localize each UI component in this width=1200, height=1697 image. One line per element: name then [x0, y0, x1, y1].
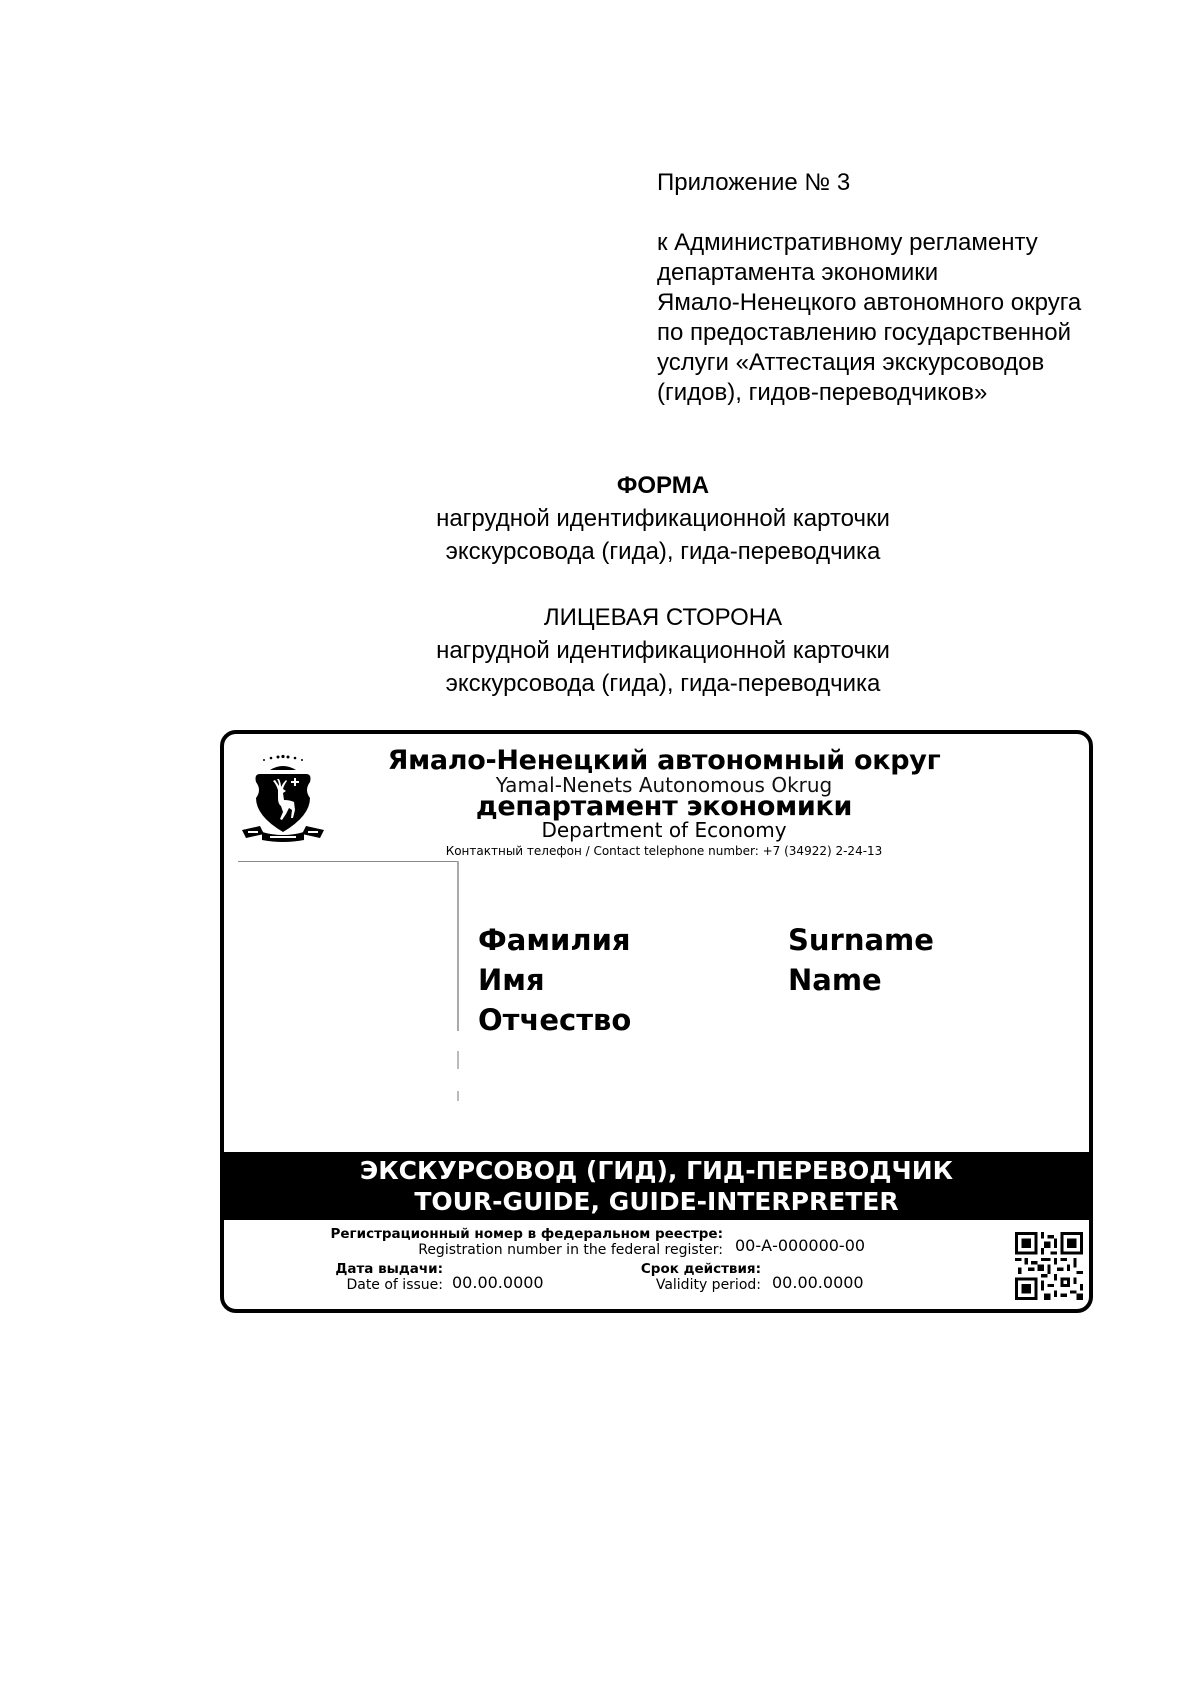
side-subtitle-line: экскурсовода (гида), гида-переводчика [445, 670, 881, 697]
validity-label-ru: Срок действия: [640, 1261, 761, 1277]
role-en: TOUR-GUIDE, GUIDE-INTERPRETER [414, 1187, 899, 1216]
side-heading: ЛИЦЕВАЯ СТОРОНА [543, 604, 783, 631]
role-ru: ЭКСКУРСОВОД (ГИД), ГИД-ПЕРЕВОДЧИК [359, 1156, 954, 1185]
name-fields-ru [478, 920, 631, 1040]
field-surname-ru: Фамилия [478, 923, 631, 957]
appendix-block [657, 168, 1157, 408]
region-name-en: Yamal-Nenets Autonomous Okrug [495, 773, 833, 797]
department-name-en: Department of Economy [541, 818, 787, 842]
form-heading: ФОРМА [616, 472, 710, 499]
form-titles [260, 469, 1066, 700]
registration-label-en: Registration number in the federal register: [418, 1242, 723, 1258]
appendix-line: Ямало-Ненецкого автономного округа [657, 289, 1082, 316]
validity-date: 00.00.0000 [772, 1273, 864, 1292]
appendix-line: департамента экономики [657, 259, 939, 286]
issue-label-en: Date of issue: [346, 1277, 443, 1293]
appendix-number: Приложение № 3 [657, 169, 851, 196]
form-subtitle-line: экскурсовода (гида), гида-переводчика [445, 538, 881, 565]
validity-labels [641, 1261, 761, 1293]
field-name-ru: Имя [478, 963, 545, 997]
registration-label-ru: Регистрационный номер в федеральном реестре: [330, 1226, 723, 1242]
field-surname-en: Surname [788, 923, 934, 957]
issue-label-ru: Дата выдачи: [335, 1261, 443, 1277]
side-subtitle-line: нагрудной идентификационной карточки [436, 637, 890, 664]
card-header [314, 746, 1014, 860]
id-card [220, 730, 1093, 1313]
role-band [224, 1152, 1089, 1220]
appendix-line: (гидов), гидов-переводчиков» [657, 379, 988, 406]
appendix-line: по предоставлению государственной [657, 319, 1072, 346]
contact-phone: Контактный телефон / Contact telephone number: +7 (34922) 2-24-13 [445, 844, 883, 858]
photo-frame-side [457, 861, 459, 1031]
form-subtitle-line: нагрудной идентификационной карточки [436, 505, 890, 532]
photo-frame-top [238, 861, 458, 862]
appendix-line: к Административному регламенту [657, 229, 1038, 256]
validity-label-en: Validity period: [655, 1277, 761, 1293]
issue-date: 00.00.0000 [452, 1273, 544, 1292]
registration-number: 00-А-000000-00 [735, 1236, 866, 1255]
photo-frame-dash [457, 1091, 459, 1101]
field-name-en: Name [788, 963, 882, 997]
issue-labels [335, 1261, 443, 1293]
photo-frame-dash [457, 1051, 459, 1069]
appendix-line: услуги «Аттестация экскурсоводов [657, 349, 1045, 376]
field-patronymic-ru: Отчество [478, 1003, 632, 1037]
region-name-ru: Ямало-Ненецкий автономный округ [387, 745, 941, 776]
department-name-ru: департамент экономики [475, 791, 853, 822]
qr-code-icon [1014, 1232, 1084, 1300]
registration-labels [331, 1226, 724, 1258]
name-fields-en [788, 920, 934, 1000]
